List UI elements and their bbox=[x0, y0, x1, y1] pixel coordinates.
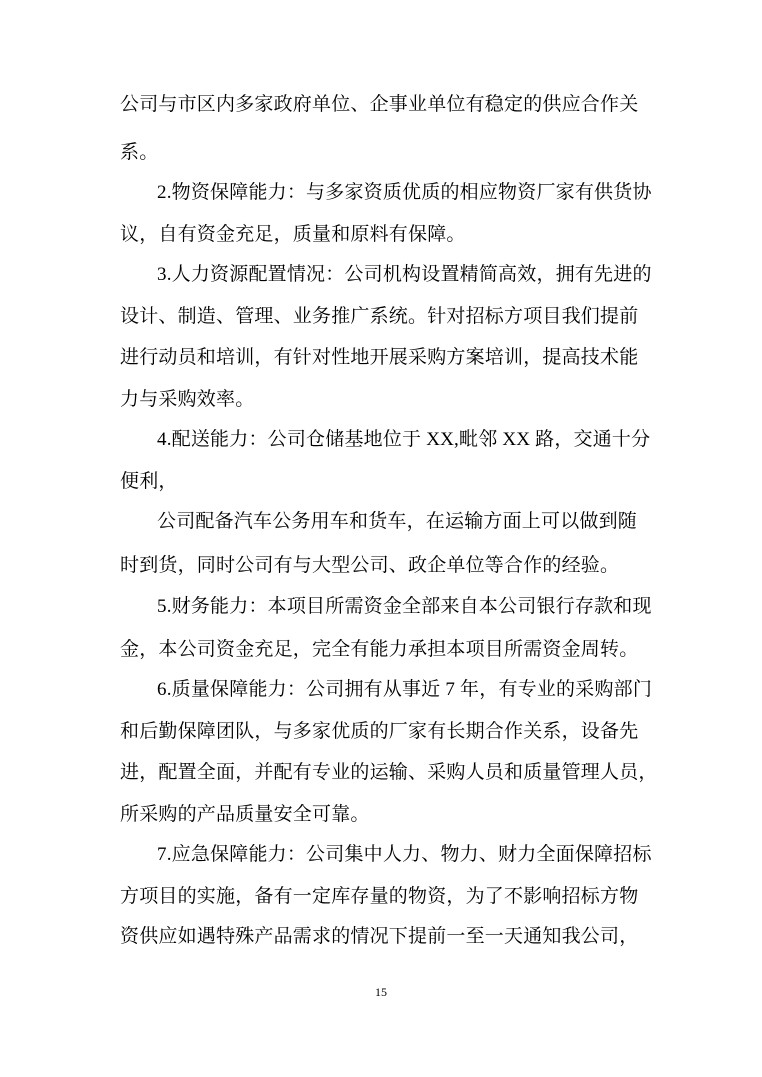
text-line: 方项目的实施，备有一定库存量的物资，为了不影响招标方物 bbox=[120, 886, 639, 907]
text-line: 议，自有资金充足，质量和原料有保障。 bbox=[120, 224, 466, 245]
text-line: 金，本公司资金充足，完全有能力承担本项目所需资金周转。 bbox=[120, 639, 639, 660]
text-line: 系。 bbox=[120, 142, 159, 163]
text-line: 资供应如遇特殊产品需求的情况下提前一至一天通知我公司， bbox=[120, 926, 639, 947]
paragraph-heading-line: 5.财务能力：本项目所需资金全部来自本公司银行存款和现 bbox=[157, 596, 652, 617]
paragraph-heading-line: 3.人力资源配置情况：公司机构设置精简高效，拥有先进的 bbox=[157, 264, 652, 285]
text-line: 所采购的产品质量安全可靠。 bbox=[120, 804, 370, 825]
text-line: 设计、制造、管理、业务推广系统。针对招标方项目我们提前 bbox=[120, 306, 639, 327]
text-line: 时到货，同时公司有与大型公司、政企单位等合作的经验。 bbox=[120, 555, 620, 576]
text-line: 力与采购效率。 bbox=[120, 389, 255, 410]
paragraph-heading-line: 6.质量保障能力：公司拥有从事近 7 年，有专业的采购部门 bbox=[157, 679, 653, 700]
paragraph-heading-line: 4.配送能力：公司仓储基地位于 XX,毗邻 XX 路，交通十分 bbox=[157, 429, 651, 450]
text-line: 进，配置全面，并配有专业的运输、采购人员和质量管理人员， bbox=[120, 762, 658, 783]
page-number: 15 bbox=[375, 985, 387, 999]
paragraph-heading-line: 7.应急保障能力：公司集中人力、物力、财力全面保障招标 bbox=[157, 844, 652, 865]
paragraph-heading-line: 2.物资保障能力：与多家资质优质的相应物资厂家有供货协 bbox=[157, 182, 652, 203]
text-line: 和后勤保障团队，与多家优质的厂家有长期合作关系，设备先 bbox=[120, 721, 639, 742]
text-line: 便利， bbox=[120, 471, 178, 492]
paragraph-first-line: 公司配备汽车公务用车和货车，在运输方面上可以做到随 bbox=[157, 511, 638, 532]
text-line: 进行动员和培训，有针对性地开展采购方案培训，提高技术能 bbox=[120, 347, 639, 368]
text-line: 公司与市区内多家政府单位、企事业单位有稳定的供应合作关 bbox=[120, 94, 639, 115]
